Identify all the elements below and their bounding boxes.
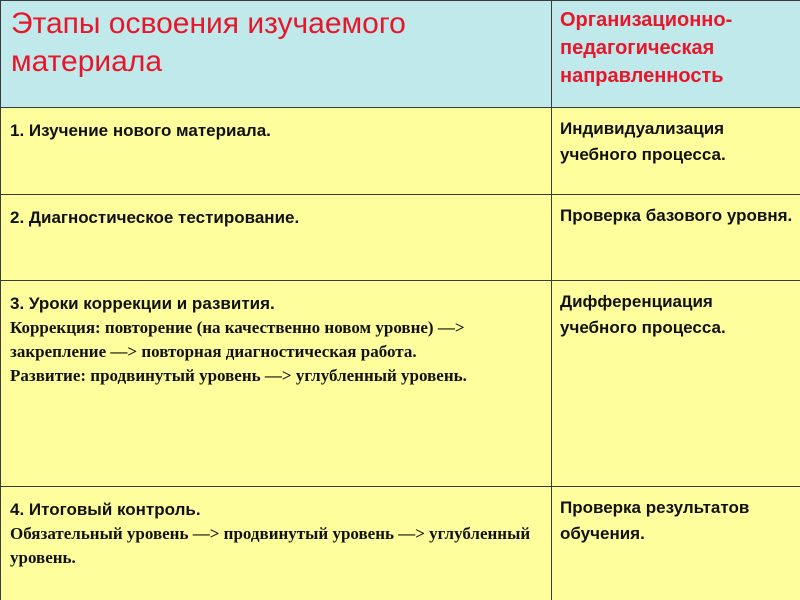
direction-cell <box>552 108 800 195</box>
stage-title: 3. Уроки коррекции и развития. <box>10 294 275 313</box>
stage-cell <box>1 281 552 487</box>
stage-description: Обязательный уровень —> продвинутый уровень —> углубленный уровень. <box>10 524 531 567</box>
direction-text: Индивидуализация учебного процесса. <box>560 119 726 164</box>
header-cell-stages <box>1 1 552 108</box>
table-row <box>1 108 800 195</box>
direction-text: Проверка базового уровня. <box>560 206 793 225</box>
stage-title: 4. Итоговый контроль. <box>10 500 201 519</box>
direction-cell <box>552 487 800 600</box>
table-row <box>1 281 800 487</box>
stage-description-development: Развитие: продвинутый уровень —> углубленный уровень. <box>10 366 467 385</box>
stage-cell <box>1 108 552 195</box>
direction-text: Проверка результатов обучения. <box>560 498 750 543</box>
stage-title: 2. Диагностическое тестирование. <box>10 208 300 227</box>
stages-column-title: Этапы освоения изучаемого материала <box>11 7 406 78</box>
table-row <box>1 195 800 281</box>
direction-text: Дифференциация учебного процесса. <box>560 292 726 337</box>
stage-cell <box>1 195 552 281</box>
table-header-row <box>1 1 800 108</box>
direction-column-title: Организационно-педагогическая направленность <box>560 9 733 87</box>
stage-title: 1. Изучение нового материала. <box>10 121 271 140</box>
stage-description: Коррекция: повторение (на качественно новом уровне) —> закрепление —> повторная диагностическая работа. <box>10 318 465 361</box>
stage-cell <box>1 487 552 600</box>
direction-cell <box>552 281 800 487</box>
table-row <box>1 487 800 600</box>
direction-cell <box>552 195 800 281</box>
header-cell-direction <box>552 1 800 108</box>
